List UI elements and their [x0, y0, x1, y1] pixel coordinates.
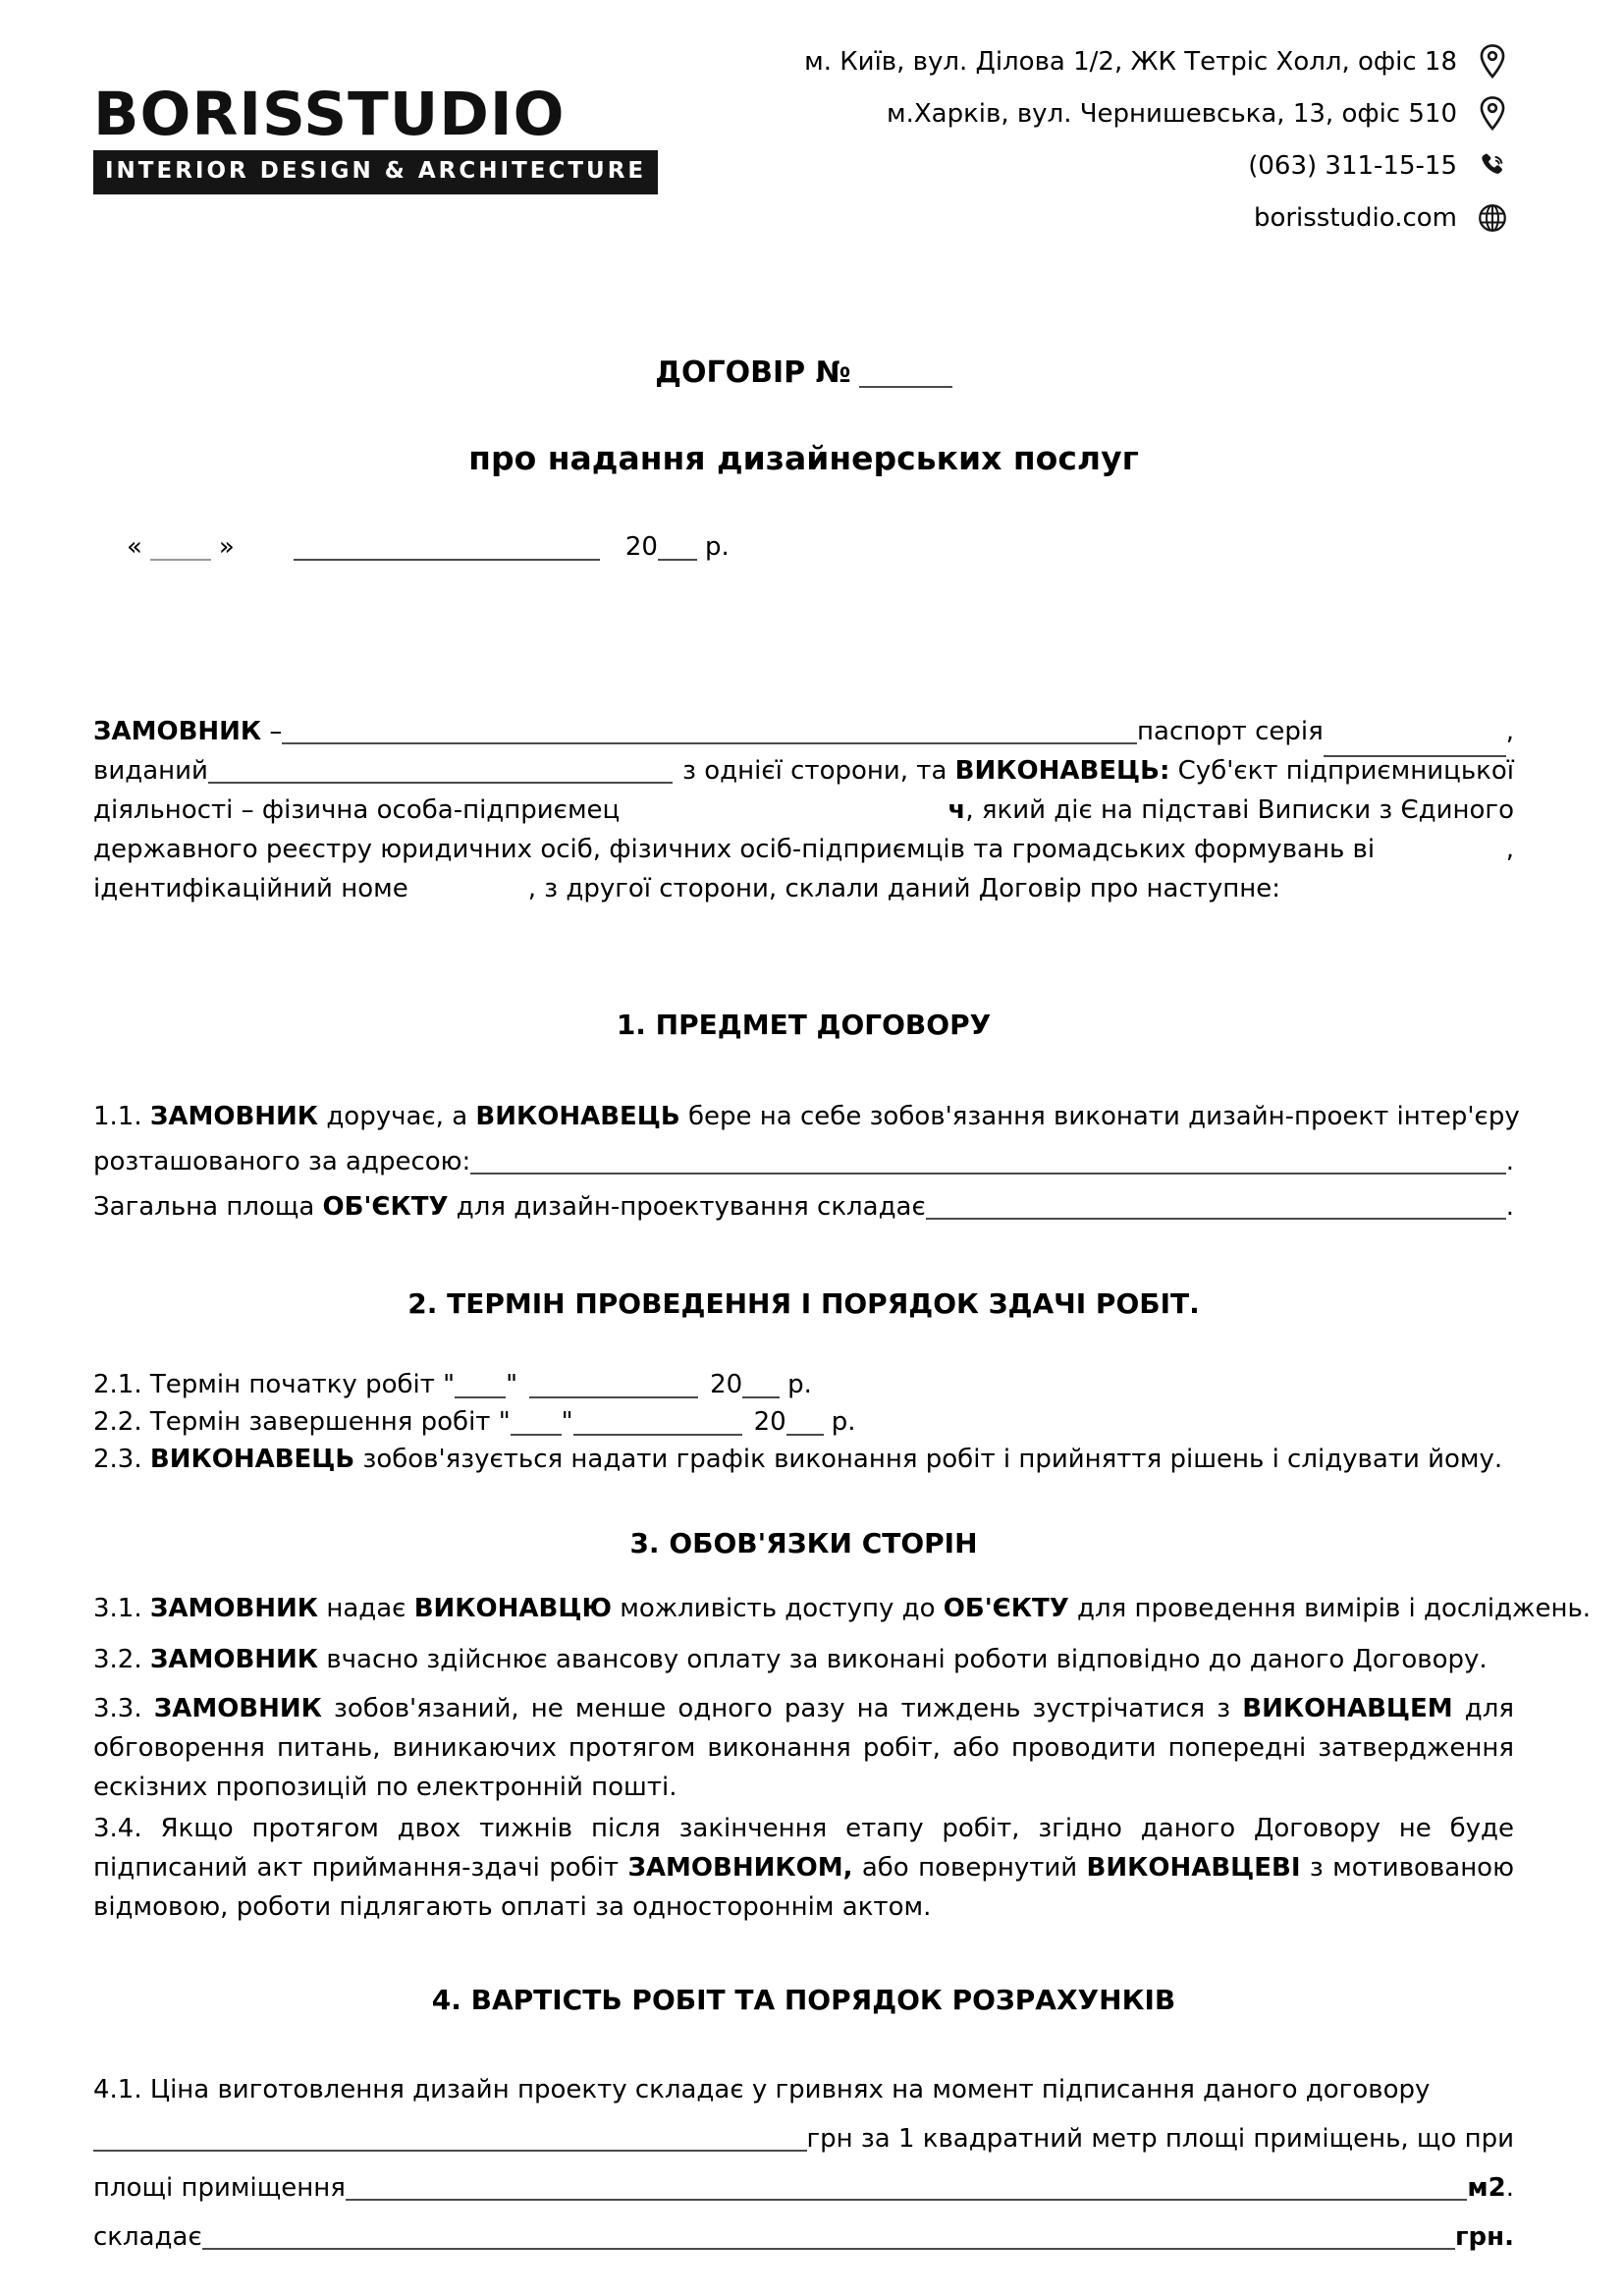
website-url-text[interactable]: borisstudio.com	[1253, 202, 1457, 233]
clause-number: 2.3.	[93, 1444, 150, 1474]
total-amount-blank-field	[202, 2248, 1455, 2250]
text-run: 20	[710, 1369, 743, 1399]
location-pin-icon	[1471, 94, 1514, 134]
logo-wordmark: BORISSTUDIO	[93, 80, 566, 149]
text-run	[673, 752, 1514, 791]
text-run: для обговорення питань, виникаючих протягом виконання робіт, або проводити попередні затвердження ескізних пропозицій по електронній пошті.	[93, 1693, 1514, 1802]
contractor-term: ВИКОНАВЦЕМ	[1242, 1693, 1453, 1723]
text-run: .	[1505, 1191, 1514, 1222]
doc-number-label: ДОГОВІР №	[655, 355, 851, 390]
text-run: р.	[787, 1369, 812, 1399]
text-run: , з другої сторони, склали даний Договір про наступне:	[527, 873, 1281, 903]
text-run: ідентифікаційний номе	[93, 873, 408, 903]
year-blank-field	[658, 555, 697, 561]
area-blank-field	[926, 1218, 1506, 1220]
customer-term: ЗАМОВНИК	[149, 1593, 319, 1623]
clause-3-2	[93, 1641, 1514, 1679]
contractor-term: ВИКОНАВЦЕВІ	[1086, 1852, 1301, 1883]
clause-4-1-line-2	[93, 2109, 1514, 2158]
end-month-blank-field	[573, 1430, 742, 1436]
globe-icon	[1471, 201, 1514, 235]
contractor-term: ВИКОНАВЦЮ	[413, 1593, 612, 1623]
text-run: державного реєстру юридичних осіб, фізичних осіб-підприємців та громадських формувань ві	[93, 834, 1376, 864]
text-run	[93, 713, 282, 751]
contact-row-kyiv	[804, 40, 1514, 83]
text-run: надає	[318, 1593, 414, 1623]
clause-2-2	[93, 1403, 1514, 1441]
text-run: 20	[753, 1406, 786, 1437]
text-run: "	[561, 1406, 573, 1437]
text-run: 2.2. Термін завершення робіт "	[93, 1406, 511, 1437]
clause-number: 3.3.	[93, 1693, 154, 1723]
clause-4-1-line-4	[93, 2208, 1514, 2257]
location-pin-icon	[1471, 42, 1514, 82]
clause-number: 3.2.	[93, 1644, 150, 1674]
text-run: вчасно здійснює авансову оплату за виконані роботи відповідно до даного Договору.	[318, 1644, 1488, 1674]
contact-row-website	[804, 196, 1514, 240]
text-run	[93, 1098, 1520, 1136]
preamble-line-3	[93, 791, 1514, 830]
month-blank-field	[294, 555, 600, 561]
preamble-line-2	[93, 751, 1514, 791]
text-run: ,	[1505, 834, 1514, 864]
section-1-heading: 1. ПРЕДМЕТ ДОГОВОРУ	[616, 1008, 992, 1041]
clause-4-1	[93, 2060, 1514, 2257]
contractor-term: ВИКОНАВЕЦЬ:	[954, 755, 1170, 786]
uah-unit: грн.	[1454, 2221, 1514, 2252]
text-run: з однієї сторони, та	[682, 755, 955, 786]
text-run: .	[1505, 1146, 1514, 1176]
text-run: Загальна площа	[93, 1191, 323, 1222]
customer-term: ЗАМОВНИК	[149, 1644, 319, 1674]
clause-2-1	[93, 1366, 1514, 1403]
object-term: ОБ'ЄКТУ	[943, 1593, 1069, 1623]
customer-term: ЗАМОВНИК	[93, 716, 262, 746]
total-label: складає	[93, 2221, 202, 2252]
text-run: грн за 1 квадратний метр площі приміщень, що при	[806, 2123, 1514, 2154]
clause-1-1-line-3	[93, 1181, 1514, 1227]
start-year-blank-field	[742, 1393, 780, 1398]
document-title	[93, 351, 1514, 395]
date-line	[93, 528, 1514, 567]
close-guillemet: »	[218, 531, 235, 562]
text-run: , який діє на підставі Виписки з Єдиного	[965, 794, 1514, 825]
section-2-clauses	[93, 1366, 1514, 1478]
open-guillemet: «	[127, 531, 142, 562]
kharkiv-address-text: м.Харків, вул. Чернишевська, 13, офіс 510	[886, 98, 1457, 129]
clause-number: 1.1.	[93, 1101, 150, 1131]
section-2-heading: 2. ТЕРМІН ПРОВЕДЕННЯ І ПОРЯДОК ЗДАЧІ РОБІТ.	[407, 1286, 1200, 1320]
premises-area-blank-field	[346, 2199, 1468, 2201]
company-logo	[93, 80, 658, 194]
text-run: ч	[947, 794, 966, 825]
text-run: можливість доступу до	[611, 1593, 944, 1623]
contractor-term: ВИКОНАВЕЦЬ	[475, 1101, 680, 1131]
object-term: ОБ'ЄКТУ	[322, 1191, 449, 1222]
preamble-line-4	[93, 830, 1514, 869]
clause-3-1	[93, 1590, 1592, 1628]
clause-4-1-line-1: 4.1. Ціна виготовлення дизайн проекту складає у гривнях на момент підписання даного договору	[93, 2074, 1431, 2104]
preamble-paragraph	[93, 712, 1514, 908]
section-4-heading: 4. ВАРТІСТЬ РОБІТ ТА ПОРЯДОК РОЗРАХУНКІВ	[431, 1983, 1176, 2016]
year-suffix: р.	[704, 531, 730, 562]
clause-3-3	[93, 1689, 1514, 1807]
text-run: –	[261, 716, 283, 746]
clause-3-4	[93, 1809, 1514, 1927]
text-run: р.	[831, 1406, 856, 1437]
contact-row-kharkiv	[804, 92, 1514, 136]
text-run	[93, 1188, 926, 1227]
premises-area-label: площі приміщення	[93, 2172, 346, 2203]
text-run: для проведення вимірів і досліджень.	[1068, 1593, 1592, 1623]
text-run	[948, 792, 1515, 830]
address-blank-field	[470, 1173, 1505, 1175]
end-day-blank-field	[511, 1430, 562, 1436]
customer-term: ЗАМОВНИК	[153, 1693, 322, 1723]
customer-name-blank-field	[282, 742, 1137, 744]
clause-4-1-line-3	[93, 2158, 1514, 2208]
text-run: з мотивованою відмовою, роботи підлягають оплаті за одностороннім актом.	[93, 1852, 1514, 1922]
clause-1-1-line-2	[93, 1136, 1514, 1181]
start-month-blank-field	[529, 1393, 698, 1398]
customer-term: ЗАМОВНИКОМ,	[627, 1852, 853, 1883]
clause-1-1-line-1	[93, 1091, 1520, 1136]
letterhead	[93, 34, 1514, 243]
phone-number-text: (063) 311-15-15	[1248, 150, 1457, 181]
start-day-blank-field	[455, 1393, 506, 1398]
text-run: ,	[1505, 716, 1514, 746]
day-blank-field	[150, 555, 211, 561]
section-3-heading: 3. ОБОВ'ЯЗКИ СТОРІН	[629, 1526, 978, 1559]
address-label: розташованого за адресою:	[93, 1146, 471, 1176]
text-run: 2.1. Термін початку робіт "	[93, 1369, 456, 1399]
clause-1-1	[93, 1091, 1520, 1227]
phone-icon	[1471, 150, 1514, 182]
customer-term: ЗАМОВНИК	[149, 1101, 319, 1131]
issued-label: виданий	[93, 755, 208, 786]
clause-number: 3.1.	[93, 1593, 150, 1623]
contact-row-phone	[804, 144, 1514, 188]
passport-label: паспорт серія	[1137, 716, 1324, 746]
text-run: діяльності – фізична особа-підприємец	[93, 794, 621, 825]
year-prefix: 20	[624, 531, 658, 562]
text-run: зобов'язаний, не менше одного разу на тиждень зустрічатися з	[321, 1693, 1243, 1723]
text-run: .	[1505, 2172, 1514, 2203]
text-run: або повернутий	[852, 1852, 1087, 1883]
issued-by-blank-field	[208, 782, 673, 784]
end-year-blank-field	[786, 1430, 824, 1436]
text-run: зобов'язується надати графік виконання робіт і прийняття рішень і слідувати йому.	[354, 1444, 1503, 1474]
text-run: 3.4. Якщо протягом двох тижнів після закінчення етапу робіт, згідно даного Договору не буде підписаний акт приймання-здачі робіт	[93, 1813, 1514, 1883]
text-run: доручає, а	[318, 1101, 476, 1131]
kyiv-address-text: м. Київ, вул. Ділова 1/2, ЖК Тетріс Холл, офіс 18	[804, 46, 1457, 77]
text-run: "	[506, 1369, 518, 1399]
text-run: бере на себе зобов'язання виконати дизайн-проект інтер'єру	[679, 1101, 1520, 1131]
document-subtitle: про надання дизайнерських послуг	[468, 439, 1139, 477]
contractor-term: ВИКОНАВЕЦЬ	[149, 1444, 355, 1474]
text-run: Суб'єкт підприємницької	[1169, 755, 1514, 786]
preamble-line-1	[93, 712, 1514, 751]
price-per-m2-blank-field	[93, 2150, 807, 2152]
logo-tagline-bar: INTERIOR DESIGN & ARCHITECTURE	[93, 150, 658, 194]
m2-unit: м2	[1467, 2172, 1506, 2203]
doc-number-blank-field	[859, 382, 952, 388]
contact-block	[804, 40, 1514, 240]
text-run: для дизайн-проектування складає	[448, 1191, 926, 1222]
clause-2-3	[93, 1441, 1514, 1478]
preamble-line-5	[93, 869, 1514, 908]
